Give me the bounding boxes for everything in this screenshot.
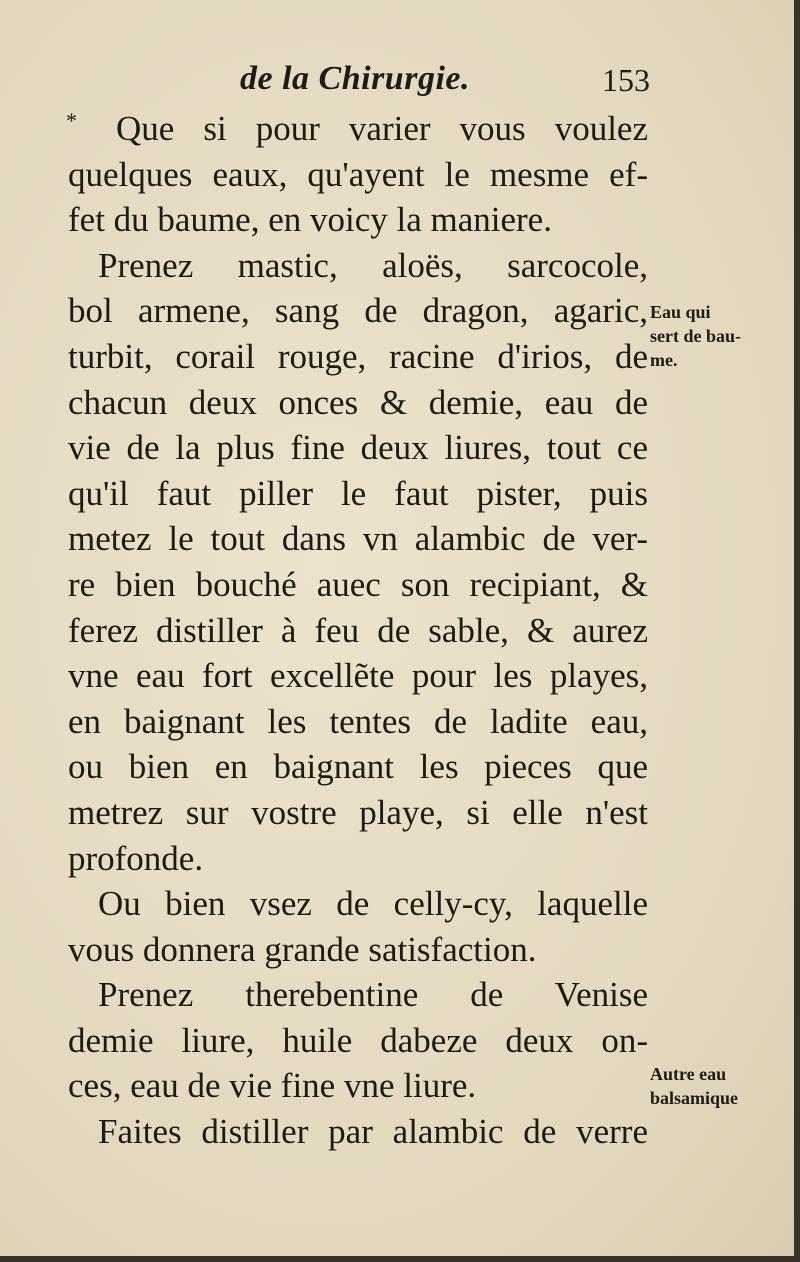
text-line: re bien bouché auec son recipiant, & <box>68 564 648 604</box>
text-line: ferez distiller à feu de sable, & aurez <box>68 610 648 650</box>
text-line: fet du baume, en voicy la maniere. <box>68 200 552 240</box>
scan-edge-bottom <box>0 1256 800 1262</box>
text-line: Prenez therebentine de Venise <box>98 975 648 1015</box>
text-line: vne eau fort excellẽte pour les playes, <box>68 656 648 696</box>
text-line: Ou bien vsez de celly-cy, laquelle <box>98 884 648 924</box>
text-line: Faites distiller par alambic de verre <box>98 1112 648 1152</box>
text-line: qu'il faut piller le faut pister, puis <box>68 473 648 513</box>
page-header <box>240 60 650 104</box>
margin-note-line: sert de bau- <box>650 326 741 346</box>
text-line: vous donnera grande satisfaction. <box>68 929 537 969</box>
body-text <box>68 106 648 1155</box>
margin-note-line: Eau qui <box>650 302 711 322</box>
margin-note <box>650 1062 796 1110</box>
margin-note-line: me. <box>650 350 678 370</box>
signature-mark: * <box>66 108 77 133</box>
text-line: metez le tout dans vn alambic de ver- <box>68 519 648 559</box>
text-line: metrez sur vostre playe, si elle n'est <box>68 792 648 832</box>
page-number: 153 <box>602 62 650 98</box>
text-line: profonde. <box>68 838 204 878</box>
text-line: vie de la plus fine deux liures, tout ce <box>68 428 648 468</box>
text-line: quelques eaux, qu'ayent le mesme ef- <box>68 154 648 194</box>
text-line: bol armene, sang de dragon, agaric, <box>68 291 648 331</box>
text-line: ou bien en baignant les pieces que <box>68 747 648 787</box>
margin-note <box>650 300 796 372</box>
text-line: ces, eau de vie fine vne liure. <box>68 1066 477 1106</box>
text-line: Que si pour varier vous voulez <box>116 109 648 148</box>
margin-note-line: balsamique <box>650 1088 739 1108</box>
text-line: turbit, corail rouge, racine d'irios, de <box>68 336 648 376</box>
running-title: de la Chirurgie. <box>240 60 470 97</box>
text-line: Prenez mastic, aloës, sarcocole, <box>98 245 648 285</box>
margin-note-line: Autre eau <box>650 1064 727 1084</box>
text-line: demie liure, huile dabeze deux on- <box>68 1020 648 1060</box>
text-line: chacun deux onces & demie, eau de <box>68 382 648 422</box>
text-line: en baignant les tentes de ladite eau, <box>68 701 648 741</box>
